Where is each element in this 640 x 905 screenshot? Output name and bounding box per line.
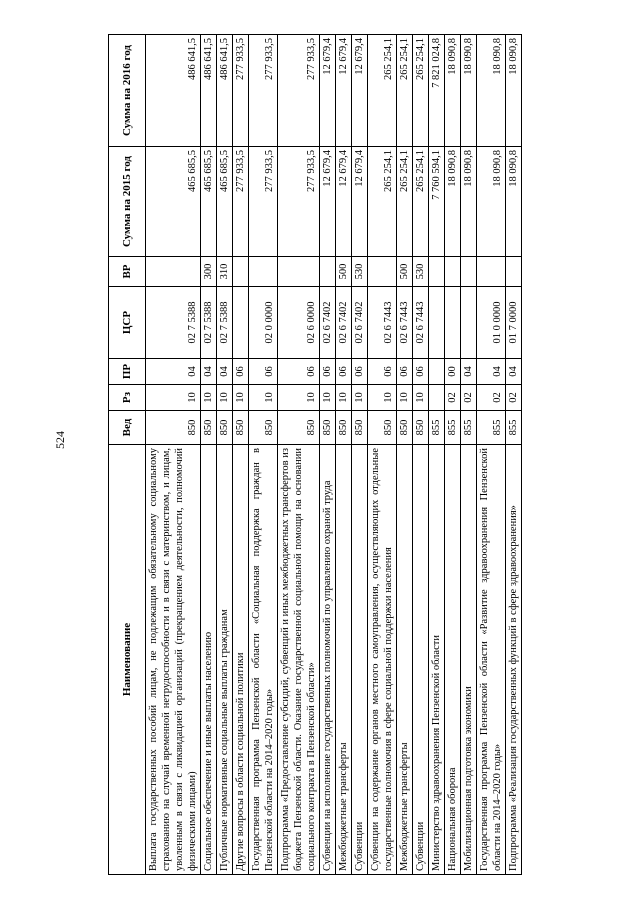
cell-rz: 10 (397, 385, 413, 411)
cell-pr: 06 (336, 359, 352, 385)
cell-vr (146, 257, 201, 287)
cell-rz: 10 (368, 385, 397, 411)
cell-rz: 10 (249, 385, 278, 411)
cell-ved: 850 (336, 411, 352, 445)
cell-ved: 850 (278, 411, 320, 445)
cell-pr: 06 (278, 359, 320, 385)
cell-rz: 02 (461, 385, 477, 411)
cell-rz: 10 (320, 385, 336, 411)
cell-sum-2016: 265 254,1 (397, 35, 413, 147)
cell-name: Подпрограмма «Предоставление субсидий, субвенций и иных межбюджетных трансфертов из бюджета Пензенской области. Оказание государственной социальной помощи на основании социального контракта в Пензенской области» (278, 445, 320, 875)
cell-ved: 855 (445, 411, 461, 445)
table-row (477, 35, 506, 875)
cell-rz (429, 385, 445, 411)
cell-csr: 02 7 5388 (217, 287, 233, 359)
cell-ved: 850 (201, 411, 217, 445)
table-row (445, 35, 461, 875)
cell-name: Национальная оборона (445, 445, 461, 875)
table-row (429, 35, 445, 875)
cell-rz: 10 (336, 385, 352, 411)
cell-sum-2016: 7 821 024,8 (429, 35, 445, 147)
cell-csr: 02 6 7402 (352, 287, 368, 359)
cell-csr: 02 6 7402 (336, 287, 352, 359)
cell-pr: 04 (146, 359, 201, 385)
table-row (233, 35, 249, 875)
cell-name: Другие вопросы в области социальной политики (233, 445, 249, 875)
table-row (397, 35, 413, 875)
cell-sum-2015: 12 679,4 (320, 147, 336, 257)
cell-vr: 500 (397, 257, 413, 287)
cell-csr: 02 6 7443 (368, 287, 397, 359)
cell-vr (429, 257, 445, 287)
cell-sum-2016: 12 679,4 (336, 35, 352, 147)
header-csr: ЦСР (109, 287, 146, 359)
cell-csr: 01 7 0000 (506, 287, 522, 359)
header-rz: Рз (109, 385, 146, 411)
cell-vr (461, 257, 477, 287)
cell-sum-2015: 265 254,1 (413, 147, 429, 257)
cell-name: Мобилизационная подготовка экономики (461, 445, 477, 875)
cell-sum-2016: 277 933,5 (233, 35, 249, 147)
cell-name: Государственная программа Пензенской области «Развитие здравоохранения Пензенской области на 2014–2020 годы» (477, 445, 506, 875)
cell-pr: 04 (201, 359, 217, 385)
cell-csr: 02 7 5388 (146, 287, 201, 359)
cell-rz: 10 (352, 385, 368, 411)
cell-rz: 02 (506, 385, 522, 411)
cell-sum-2015: 18 090,8 (506, 147, 522, 257)
table-row (249, 35, 278, 875)
cell-vr: 310 (217, 257, 233, 287)
cell-csr: 02 0 0000 (249, 287, 278, 359)
budget-table (108, 34, 522, 875)
table-row (413, 35, 429, 875)
cell-sum-2015: 265 254,1 (368, 147, 397, 257)
cell-rz: 10 (201, 385, 217, 411)
cell-sum-2015: 265 254,1 (397, 147, 413, 257)
header-sum-2016: Сумма на 2016 год (109, 35, 146, 147)
header-name: Наименование (109, 445, 146, 875)
cell-name: Государственная программа Пензенской области «Социальная поддержка граждан в Пензенской области на 2014–2020 годы» (249, 445, 278, 875)
cell-pr (429, 359, 445, 385)
cell-sum-2016: 18 090,8 (477, 35, 506, 147)
cell-csr: 01 0 0000 (477, 287, 506, 359)
cell-sum-2016: 12 679,4 (320, 35, 336, 147)
cell-vr (320, 257, 336, 287)
cell-name: Субвенции на исполнение государственных полномочий по управлению охраной труда (320, 445, 336, 875)
cell-vr (477, 257, 506, 287)
table-row (320, 35, 336, 875)
cell-pr: 06 (368, 359, 397, 385)
cell-sum-2015: 277 933,5 (249, 147, 278, 257)
cell-pr: 06 (249, 359, 278, 385)
cell-sum-2015: 465 685,5 (217, 147, 233, 257)
cell-vr (278, 257, 320, 287)
cell-sum-2016: 12 679,4 (352, 35, 368, 147)
cell-sum-2015: 465 685,5 (201, 147, 217, 257)
cell-pr: 06 (233, 359, 249, 385)
cell-rz: 10 (278, 385, 320, 411)
cell-pr: 04 (477, 359, 506, 385)
cell-sum-2016: 486 641,5 (217, 35, 233, 147)
cell-csr (445, 287, 461, 359)
cell-sum-2016: 18 090,8 (461, 35, 477, 147)
table-row (217, 35, 233, 875)
cell-sum-2015: 12 679,4 (352, 147, 368, 257)
cell-vr (368, 257, 397, 287)
cell-sum-2015: 277 933,5 (278, 147, 320, 257)
cell-csr (429, 287, 445, 359)
cell-sum-2016: 18 090,8 (506, 35, 522, 147)
cell-pr: 06 (397, 359, 413, 385)
cell-sum-2015: 277 933,5 (233, 147, 249, 257)
cell-ved: 855 (429, 411, 445, 445)
cell-csr (461, 287, 477, 359)
cell-name: Выплата государственных пособий лицам, не подлежащим обязательному социальному страхованию на случай временной нетрудоспособности и в связи с материнством, и лицам, уволенным в связи с ликвидацией организаций (прекращением деятельности, полномочий физическими лицами) (146, 445, 201, 875)
page-number: 524 (53, 431, 67, 449)
rotated-table-container (108, 35, 568, 875)
cell-sum-2016: 265 254,1 (368, 35, 397, 147)
cell-vr: 530 (352, 257, 368, 287)
cell-vr (249, 257, 278, 287)
cell-rz: 02 (477, 385, 506, 411)
cell-vr (233, 257, 249, 287)
table-row (146, 35, 201, 875)
cell-csr: 02 6 7443 (413, 287, 429, 359)
cell-ved: 850 (217, 411, 233, 445)
cell-sum-2015: 18 090,8 (477, 147, 506, 257)
cell-name: Межбюджетные трансферты (336, 445, 352, 875)
cell-name: Министерство здравоохранения Пензенской области (429, 445, 445, 875)
cell-vr (506, 257, 522, 287)
cell-ved: 850 (352, 411, 368, 445)
cell-ved: 850 (249, 411, 278, 445)
cell-sum-2015: 18 090,8 (461, 147, 477, 257)
cell-ved: 855 (477, 411, 506, 445)
cell-sum-2016: 486 641,5 (146, 35, 201, 147)
table-row (201, 35, 217, 875)
cell-rz: 02 (445, 385, 461, 411)
cell-pr: 04 (461, 359, 477, 385)
cell-pr: 04 (217, 359, 233, 385)
cell-sum-2016: 277 933,5 (278, 35, 320, 147)
cell-csr: 02 6 7443 (397, 287, 413, 359)
cell-sum-2015: 465 685,5 (146, 147, 201, 257)
cell-ved: 850 (146, 411, 201, 445)
cell-ved: 850 (368, 411, 397, 445)
cell-name: Субвенции на содержание органов местного самоуправления, осуществляющих отдельные государственные полномочия в сфере социальной поддержки населения (368, 445, 397, 875)
cell-csr: 02 6 0000 (278, 287, 320, 359)
cell-rz: 10 (233, 385, 249, 411)
cell-ved: 855 (506, 411, 522, 445)
cell-vr (445, 257, 461, 287)
cell-sum-2015: 7 760 594,1 (429, 147, 445, 257)
cell-sum-2016: 486 641,5 (201, 35, 217, 147)
cell-sum-2015: 18 090,8 (445, 147, 461, 257)
cell-name: Социальное обеспечение и иные выплаты населению (201, 445, 217, 875)
cell-ved: 850 (397, 411, 413, 445)
header-ved: Вед (109, 411, 146, 445)
cell-name: Подпрограмма «Реализация государственных функций в сфере здравоохранения» (506, 445, 522, 875)
cell-name: Межбюджетные трансферты (397, 445, 413, 875)
cell-ved: 850 (413, 411, 429, 445)
cell-sum-2016: 265 254,1 (413, 35, 429, 147)
cell-csr (233, 287, 249, 359)
cell-ved: 855 (461, 411, 477, 445)
table-row (352, 35, 368, 875)
cell-csr: 02 6 7402 (320, 287, 336, 359)
header-sum-2015: Сумма на 2015 год (109, 147, 146, 257)
cell-name: Субвенции (352, 445, 368, 875)
table-row (278, 35, 320, 875)
table-row (336, 35, 352, 875)
cell-rz: 10 (413, 385, 429, 411)
cell-sum-2016: 277 933,5 (249, 35, 278, 147)
table-row (368, 35, 397, 875)
cell-csr: 02 7 5388 (201, 287, 217, 359)
cell-pr: 06 (352, 359, 368, 385)
header-vr: ВР (109, 257, 146, 287)
cell-rz: 10 (217, 385, 233, 411)
cell-rz: 10 (146, 385, 201, 411)
cell-sum-2016: 18 090,8 (445, 35, 461, 147)
cell-name: Публичные нормативные социальные выплаты гражданам (217, 445, 233, 875)
cell-pr: 06 (413, 359, 429, 385)
cell-pr: 00 (445, 359, 461, 385)
cell-vr: 530 (413, 257, 429, 287)
cell-vr: 500 (336, 257, 352, 287)
table-header-row (109, 35, 146, 875)
cell-sum-2015: 12 679,4 (336, 147, 352, 257)
cell-pr: 06 (320, 359, 336, 385)
table-row (506, 35, 522, 875)
cell-pr: 04 (506, 359, 522, 385)
cell-ved: 850 (233, 411, 249, 445)
cell-vr: 300 (201, 257, 217, 287)
cell-name: Субвенции (413, 445, 429, 875)
header-pr: ПР (109, 359, 146, 385)
table-row (461, 35, 477, 875)
cell-ved: 850 (320, 411, 336, 445)
